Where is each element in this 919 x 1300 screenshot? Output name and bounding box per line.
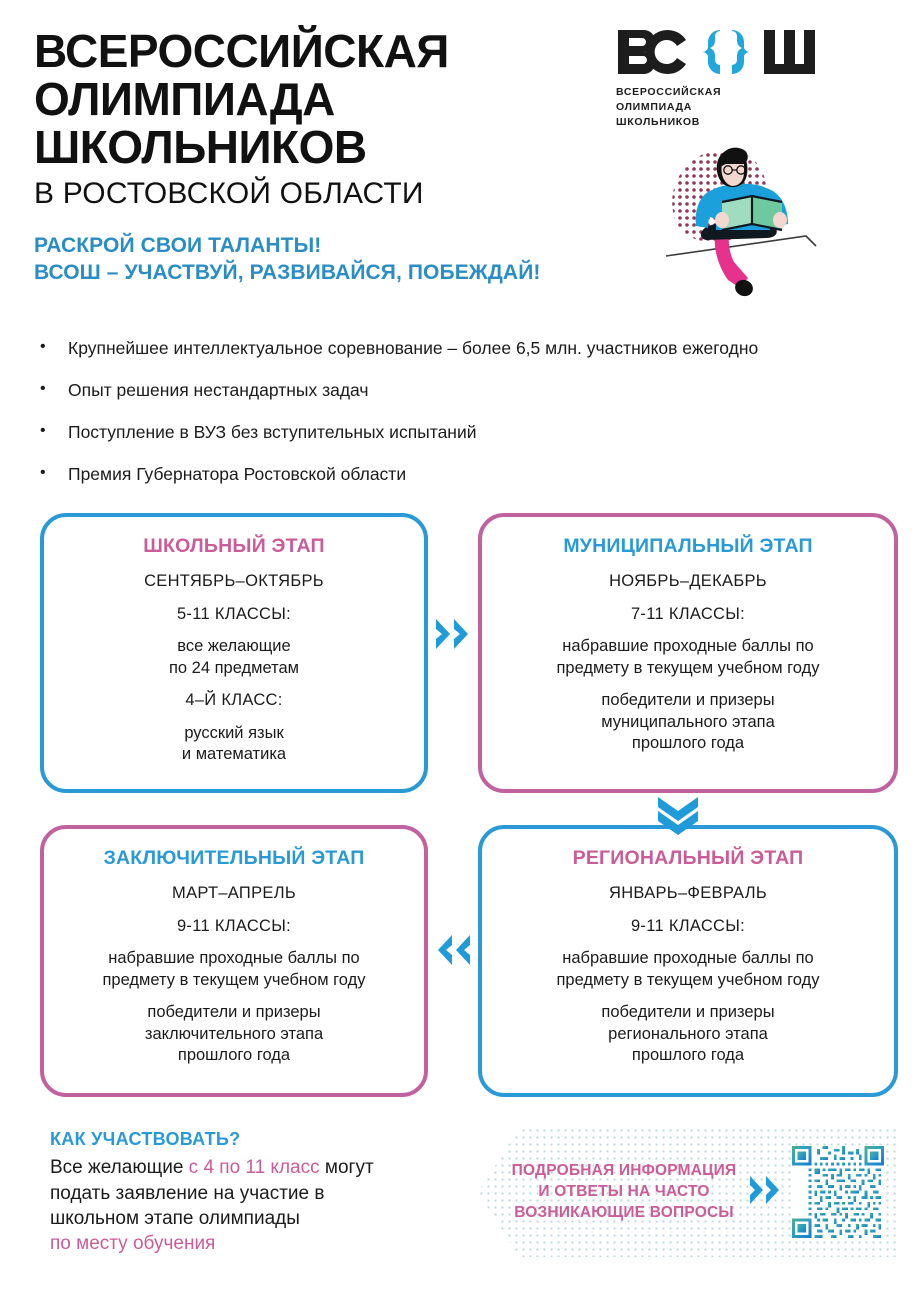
- list-item: [38, 420, 879, 445]
- how-line-1-highlight: с 4 по 11 класс: [188, 1157, 320, 1179]
- stage-detail-line: предмету в текущем учебном году: [102, 970, 366, 989]
- stage-card-municipal: [478, 513, 898, 793]
- stage-detail-line: русский язык: [184, 723, 284, 742]
- title-block: [34, 25, 634, 287]
- stage-winners: [502, 690, 874, 754]
- stage-detail-line: по 24 предметам: [168, 658, 300, 677]
- stage-requirement: [64, 948, 404, 991]
- stage-detail-line: прошлого года: [631, 734, 745, 752]
- stage-detail-line: набравшие проходные баллы по: [108, 949, 360, 968]
- stage-period: ЯНВАРЬ–ФЕВРАЛЬ: [609, 884, 767, 903]
- stage-detail: [64, 723, 404, 766]
- tagline: [34, 233, 634, 287]
- stage-detail-line: предмету в текущем учебном году: [556, 658, 820, 677]
- stage-detail-line: набравшие проходные баллы по: [562, 949, 814, 968]
- tagline-line-2: ВСОШ – УЧАСТВУЙ, РАЗВИВАЙСЯ, ПОБЕЖДАЙ!: [34, 261, 541, 285]
- stage-title: РЕГИОНАЛЬНЫЙ ЭТАП: [572, 847, 804, 870]
- how-line-3: школьном этапе олимпиады: [50, 1207, 300, 1229]
- stage-winners: [64, 1002, 404, 1066]
- logo-sub-line-2: ОЛИМПИАДА: [616, 101, 692, 114]
- stage-detail-line: предмету в текущем учебном году: [556, 970, 820, 989]
- how-line-1-a: Все желающие: [50, 1157, 189, 1179]
- chevron-left-icon: [432, 933, 472, 972]
- stage-detail-line: набравшие проходные баллы по: [562, 637, 814, 656]
- list-item: [38, 378, 879, 403]
- stage-requirement: [502, 636, 874, 679]
- qr-banner-text: [478, 1161, 742, 1223]
- stage-grades: 5-11 КЛАССЫ:: [176, 604, 292, 623]
- chevron-down-icon: [656, 795, 700, 840]
- qr-text-line-2: И ОТВЕТЫ НА ЧАСТО: [538, 1182, 710, 1200]
- stage-title: МУНИЦИПАЛЬНЫЙ ЭТАП: [563, 535, 813, 558]
- footer: [0, 1119, 919, 1289]
- stage-grades: 9-11 КЛАССЫ:: [630, 916, 746, 935]
- bullet-dot-icon: •: [40, 463, 46, 481]
- stage-detail-line: победители и призеры: [147, 1003, 321, 1022]
- page-title: [34, 25, 634, 173]
- qr-info-banner[interactable]: [478, 1127, 896, 1257]
- stage-detail-line: прошлого года: [177, 1046, 291, 1064]
- stage-detail-line: все желающие: [177, 637, 291, 656]
- stage-grades-secondary: 4–Й КЛАСС:: [185, 691, 283, 710]
- how-line-1: [50, 1155, 470, 1180]
- stage-period: МАРТ–АПРЕЛЬ: [172, 884, 296, 903]
- stage-grades: 7-11 КЛАССЫ:: [630, 604, 746, 623]
- list-item: [38, 336, 879, 361]
- stages-flowchart: [18, 503, 901, 1103]
- stage-detail-line: регионального этапа: [608, 1024, 768, 1043]
- logo-sub-line-3: ШКОЛЬНИКОВ: [616, 116, 701, 129]
- stage-detail-line: заключительного этапа: [144, 1024, 324, 1043]
- title-line-3: ШКОЛЬНИКОВ: [34, 120, 367, 173]
- student-reading-illustration: [656, 138, 871, 313]
- logo-mark-icon: [616, 28, 831, 76]
- header: [0, 0, 919, 330]
- bullet-dot-icon: •: [40, 338, 46, 355]
- qr-text-line-1: ПОДРОБНАЯ ИНФОРМАЦИЯ: [511, 1162, 737, 1180]
- qr-text-line-3: ВОЗНИКАЮЩИЕ ВОПРОСЫ: [514, 1203, 734, 1221]
- stage-period: СЕНТЯБРЬ–ОКТЯБРЬ: [144, 572, 324, 591]
- list-item: [38, 462, 879, 487]
- vsosh-logo: [616, 28, 831, 131]
- list-item-label: Крупнейшее интеллектуальное соревнование – более 6,5 млн. участников ежегодно: [68, 338, 759, 358]
- stage-winners: [502, 1002, 874, 1066]
- bullet-dot-icon: •: [40, 421, 46, 439]
- stage-detail-line: муниципального этапа: [601, 712, 775, 731]
- benefits-list: [0, 332, 919, 486]
- stage-detail: [64, 636, 404, 679]
- stage-detail-line: прошлого года: [631, 1046, 745, 1064]
- stage-card-school: [40, 513, 428, 793]
- stage-card-final: [40, 825, 428, 1097]
- qr-code-icon[interactable]: [792, 1146, 884, 1238]
- stage-title: ЗАКЛЮЧИТЕЛЬНЫЙ ЭТАП: [103, 847, 365, 870]
- stage-grades: 9-11 КЛАССЫ:: [176, 916, 292, 935]
- how-to-participate-title: КАК УЧАСТВОВАТЬ?: [50, 1129, 241, 1150]
- title-line-1: ВСЕРОССИЙСКАЯ: [34, 25, 449, 77]
- list-item-label: Опыт решения нестандартных задач: [68, 379, 369, 400]
- page-subtitle: В РОСТОВСКОЙ ОБЛАСТИ: [34, 177, 424, 211]
- list-item-label: Поступление в ВУЗ без вступительных испытаний: [68, 421, 477, 442]
- how-line-4: по месту обучения: [50, 1233, 216, 1255]
- stage-detail-line: победители и призеры: [601, 691, 775, 710]
- stage-requirement: [502, 948, 874, 991]
- logo-subtext: [616, 85, 831, 131]
- stage-period: НОЯБРЬ–ДЕКАБРЬ: [609, 572, 767, 591]
- how-line-2: подать заявление на участие в: [50, 1182, 325, 1204]
- bullet-dot-icon: •: [40, 379, 46, 397]
- chevron-right-icon: [434, 617, 474, 656]
- stage-detail-line: победители и призеры: [601, 1003, 775, 1022]
- list-item-label: Премия Губернатора Ростовской области: [68, 463, 407, 484]
- how-line-1-b: могут: [319, 1157, 374, 1179]
- how-to-participate-body: [50, 1155, 470, 1256]
- stage-title: ШКОЛЬНЫЙ ЭТАП: [143, 535, 325, 558]
- title-line-2: ОЛИМПИАДА: [34, 72, 335, 125]
- stage-card-regional: [478, 825, 898, 1097]
- chevron-right-icon: [748, 1174, 784, 1211]
- stage-detail-line: и математика: [181, 745, 287, 763]
- tagline-line-1: РАСКРОЙ СВОИ ТАЛАНТЫ!: [34, 234, 322, 258]
- logo-sub-line-1: ВСЕРОССИЙСКАЯ: [616, 86, 722, 98]
- how-to-participate-block: [50, 1129, 470, 1256]
